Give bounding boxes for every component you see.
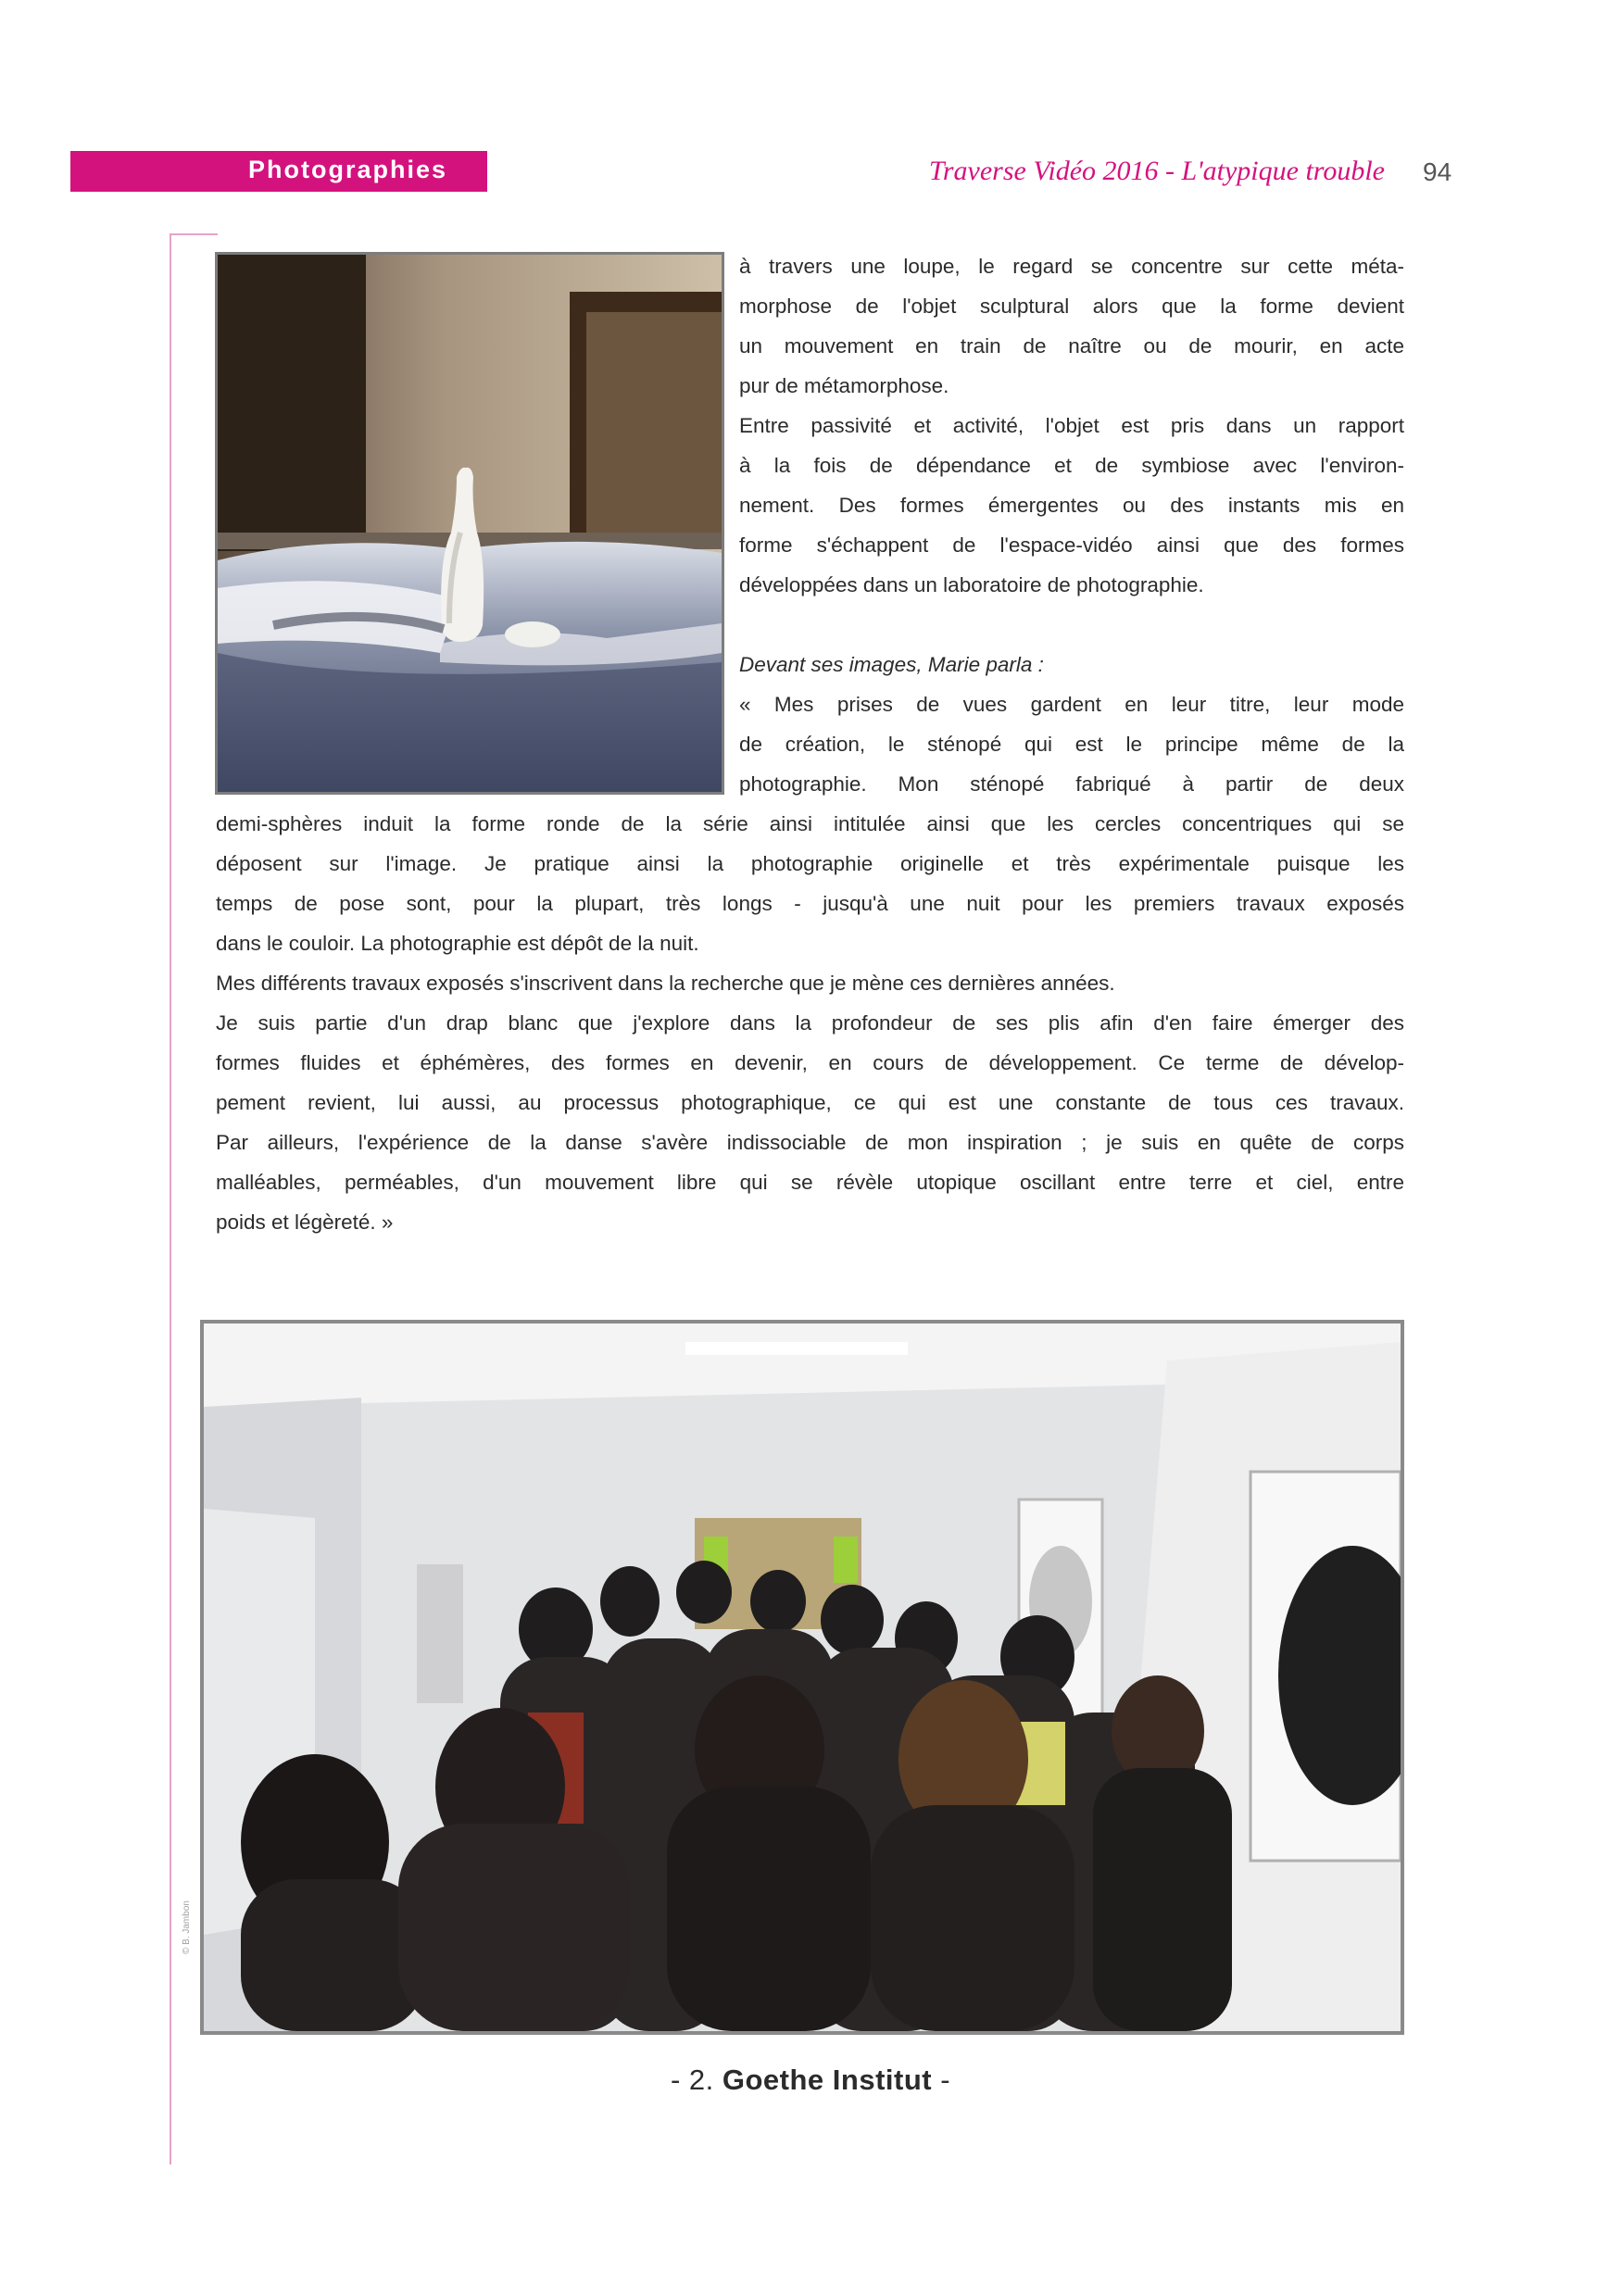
text-line: malléables, perméables, d'un mouvement libre qui se révèle utopique oscillant entre terre et ciel, entre [216, 1171, 1404, 1194]
text-line: pur de métamorphose. [739, 374, 949, 397]
text-line: poids et légèreté. » [216, 1211, 394, 1234]
photo-vase [215, 252, 724, 795]
text-line: Mes différents travaux exposés s'inscrivent dans la recherche que je mène ces dernières années. [216, 972, 1115, 995]
text-line: dans le couloir. La photographie est dépôt de la nuit. [216, 932, 699, 955]
photo-exhibition-crowd [200, 1320, 1404, 2035]
text-line: de création, le sténopé qui est le principe même de la [739, 733, 1404, 756]
text-line: déposent sur l'image. Je pratique ainsi la photographie originelle et très expérimentale puisque les [216, 852, 1404, 875]
text-line: forme s'échappent de l'espace-vidéo ainsi que des formes [739, 533, 1404, 557]
paragraph-gap [739, 605, 1404, 645]
text-line: développées dans un laboratoire de photographie. [739, 573, 1204, 596]
running-title: Traverse Vidéo 2016 - L'atypique trouble [928, 156, 1385, 186]
text-line: Par ailleurs, l'expérience de la danse s'avère indissociable de mon inspiration ; je suis en quête de corps [216, 1131, 1404, 1154]
caption-suffix: - [932, 2064, 951, 2096]
body-text-full [216, 804, 1404, 1242]
section-label: Photographies [248, 156, 448, 183]
left-margin-rule [170, 233, 171, 2164]
text-line: formes fluides et éphémères, des formes en devenir, en cours de développement. Ce terme de dévelop- [216, 1051, 1404, 1074]
text-line: « Mes prises de vues gardent en leur titre, leur mode [739, 693, 1404, 716]
text-line: à la fois de dépendance et de symbiose avec l'environ- [739, 454, 1404, 477]
text-line: nement. Des formes émergentes ou des instants mis en [739, 494, 1404, 517]
exhibition-photo-illustration [204, 1324, 1401, 2031]
text-line: Entre passivité et activité, l'objet est pris dans un rapport [739, 414, 1404, 437]
text-line: à travers une loupe, le regard se concentre sur cette méta- [739, 255, 1404, 278]
caption-title: Goethe Institut [722, 2064, 933, 2096]
text-line: demi-sphères induit la forme ronde de la série ainsi intitulée ainsi que les cercles concentriques qui se [216, 812, 1404, 835]
caption-prefix: - 2. [670, 2064, 723, 2096]
left-margin-rule-tick [170, 233, 218, 235]
text-line: Je suis partie d'un drap blanc que j'explore dans la profondeur de ses plis afin d'en faire émerger des [216, 1011, 1404, 1035]
vase-photo-illustration [218, 255, 722, 792]
intro-line: Devant ses images, Marie parla : [739, 653, 1044, 676]
text-line: temps de pose sont, pour la plupart, très longs - jusqu'à une nuit pour les premiers travaux exposés [216, 892, 1404, 915]
text-line: pement revient, lui aussi, au processus photographique, ce qui est une constante de tous ces travaux. [216, 1091, 1404, 1114]
body-text-right [739, 246, 1404, 804]
text-line: photographie. Mon sténopé fabriqué à partir de deux [739, 772, 1404, 796]
photo-credit: © B. Jambon [182, 1901, 192, 1954]
figure-caption [0, 2064, 1621, 2097]
page-number: 94 [1423, 157, 1452, 186]
text-line: morphose de l'objet sculptural alors que la forme devient [739, 295, 1404, 318]
text-line: un mouvement en train de naître ou de mourir, en acte [739, 334, 1404, 358]
